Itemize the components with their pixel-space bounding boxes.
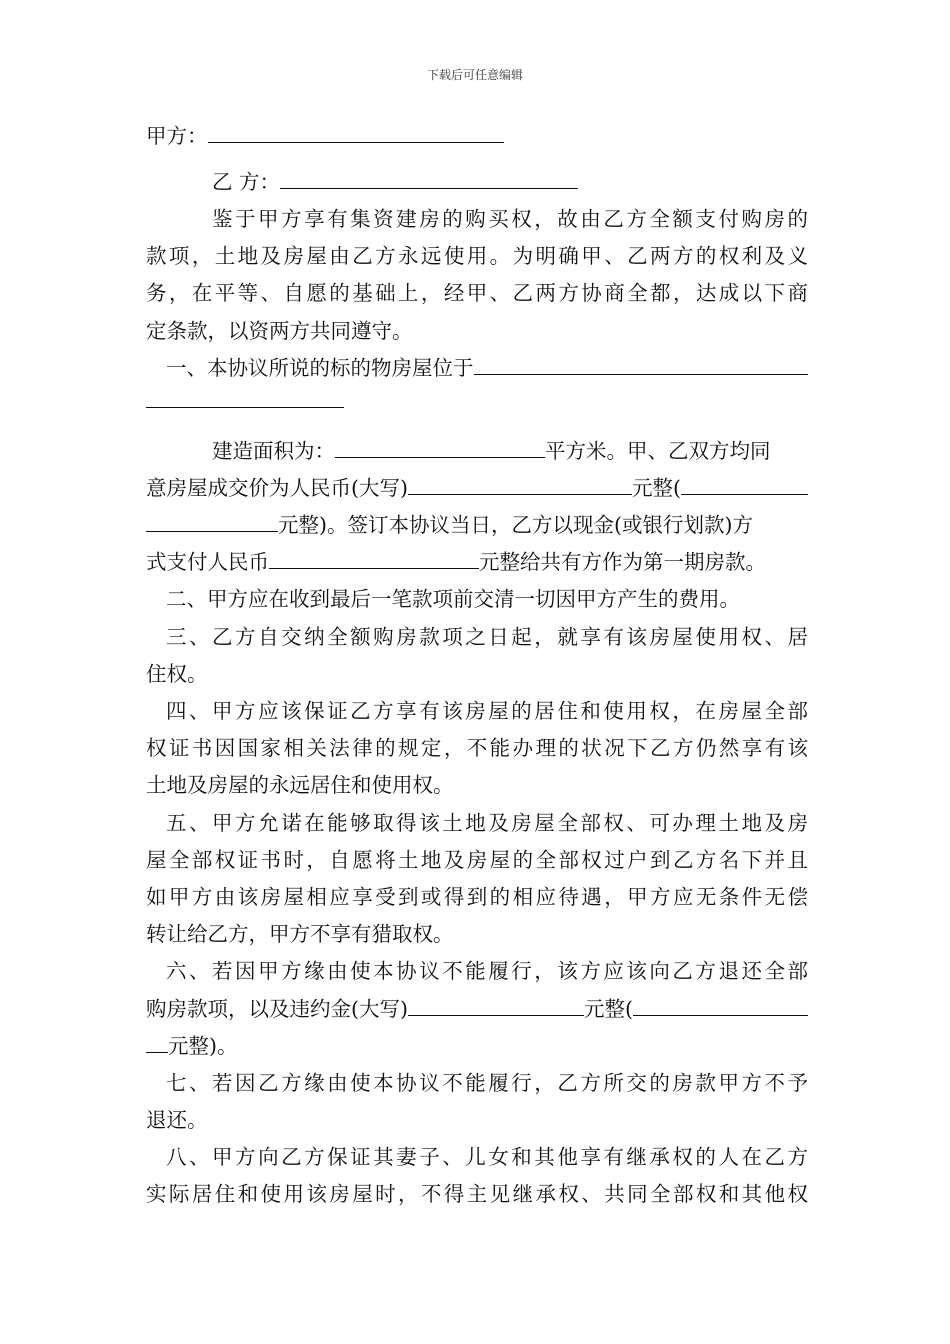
party-a-label: 甲方： (146, 124, 208, 148)
clause-1-payment-line (146, 544, 808, 581)
location-blank-continued[interactable] (146, 387, 344, 408)
clause-4-line: 权证书因国家相关法律的规定，不能办理的状况下乙方仍然享有该 (146, 736, 808, 761)
preamble-line: 鉴于甲方享有集资建房的购买权，故由乙方全额支付购房的 (212, 206, 808, 231)
clause-6-penalty-line (146, 991, 808, 1028)
penalty-close: 元整)。 (168, 1033, 238, 1058)
price-label: 意房屋成交价为人民币(大写) (146, 475, 408, 500)
clause-1-area-line (146, 433, 808, 470)
clause-5-line: 屋全部权证书时，自愿将土地及房屋的全部权过户到乙方名下并且 (146, 847, 808, 872)
price-words-blank[interactable] (408, 474, 632, 495)
clause-1-location-line (146, 350, 808, 387)
party-a-line (146, 118, 808, 155)
party-b-line (146, 164, 808, 201)
clause-5-line: 如甲方由该房屋相应享受到或得到的相应待遇，甲方应无条件无偿 (146, 884, 808, 909)
party-b-label: 乙 方： (212, 169, 281, 194)
party-b-blank[interactable] (280, 168, 578, 189)
clause-2-line: 二、甲方应在收到最后一笔款项前交清一切因甲方产生的费用。 (166, 587, 740, 612)
price-unit-close: 元整)。签订本协议当日，乙方以现金(或银行划款)方 (278, 513, 753, 538)
clause-8-line: 实际居住和使用该房屋时，不得主见继承权、共同全部权和其他权 (146, 1182, 808, 1207)
area-unit: 平方米。甲、乙双方均同 (545, 438, 771, 463)
clause-5-line: 转让给乙方，甲方不享有猎取权。 (146, 922, 454, 947)
penalty-figures-blank-continued[interactable] (146, 1032, 168, 1053)
clause-4-line: 四、甲方应该保证乙方享有该房屋的居住和使用权，在房屋全部 (166, 699, 808, 723)
clause-4-line: 土地及房屋的永远居住和使用权。 (146, 773, 454, 798)
clause-1-price-line-continued (146, 507, 808, 544)
price-figures-blank-continued[interactable] (146, 511, 278, 532)
clause-5-line: 五、甲方允诺在能够取得该土地及房屋全部权、可办理土地及房 (166, 810, 808, 835)
clause-7-line: 七、若因乙方缘由使本协议不能履行，乙方所交的房款甲方不予 (166, 1070, 808, 1095)
clause-1-price-line (146, 470, 808, 507)
clause-6-penalty-continued (146, 1028, 808, 1065)
clause-1-lead: 一、本协议所说的标的物房屋位于 (166, 355, 474, 380)
preamble-line: 款项，土地及房屋由乙方永远使用。为明确甲、乙两方的权利及义 (146, 244, 808, 269)
clause-6-line: 六、若因甲方缘由使本协议不能履行，该方应该向乙方退还全部 (166, 959, 808, 984)
page-header-note: 下载后可任意编辑 (426, 68, 523, 82)
first-payment-blank[interactable] (269, 548, 479, 569)
party-a-blank[interactable] (208, 122, 504, 143)
clause-1-location-continued (146, 387, 808, 424)
clause-3-line: 三、乙方自交纳全额购房款项之日起，就享有该房屋使用权、居 (166, 624, 808, 649)
clause-7-line: 退还。 (146, 1108, 208, 1133)
preamble-line: 定条款，以资两方共同遵守。 (146, 318, 413, 343)
price-unit-open: 元整( (632, 475, 681, 500)
penalty-words-blank[interactable] (408, 995, 584, 1016)
price-figures-blank[interactable] (681, 474, 808, 495)
agreement-body (146, 118, 808, 1214)
location-blank[interactable] (474, 354, 809, 375)
payment-tail: 元整给共有方作为第一期房款。 (479, 550, 766, 575)
clause-8-line: 八、甲方向乙方保证其妻子、儿女和其他享有继承权的人在乙方 (166, 1145, 808, 1170)
area-blank[interactable] (335, 437, 545, 458)
preamble-line: 务，在平等、自愿的基础上，经甲、乙两方协商全都，达成以下商 (146, 281, 808, 306)
penalty-figures-blank[interactable] (633, 995, 808, 1016)
payment-label: 式支付人民币 (146, 550, 269, 575)
area-label: 建造面积为： (212, 438, 335, 463)
penalty-open: 元整( (584, 996, 633, 1021)
clause-3-line: 住权。 (146, 661, 208, 686)
penalty-label: 购房款项，以及违约金(大写) (146, 996, 408, 1021)
